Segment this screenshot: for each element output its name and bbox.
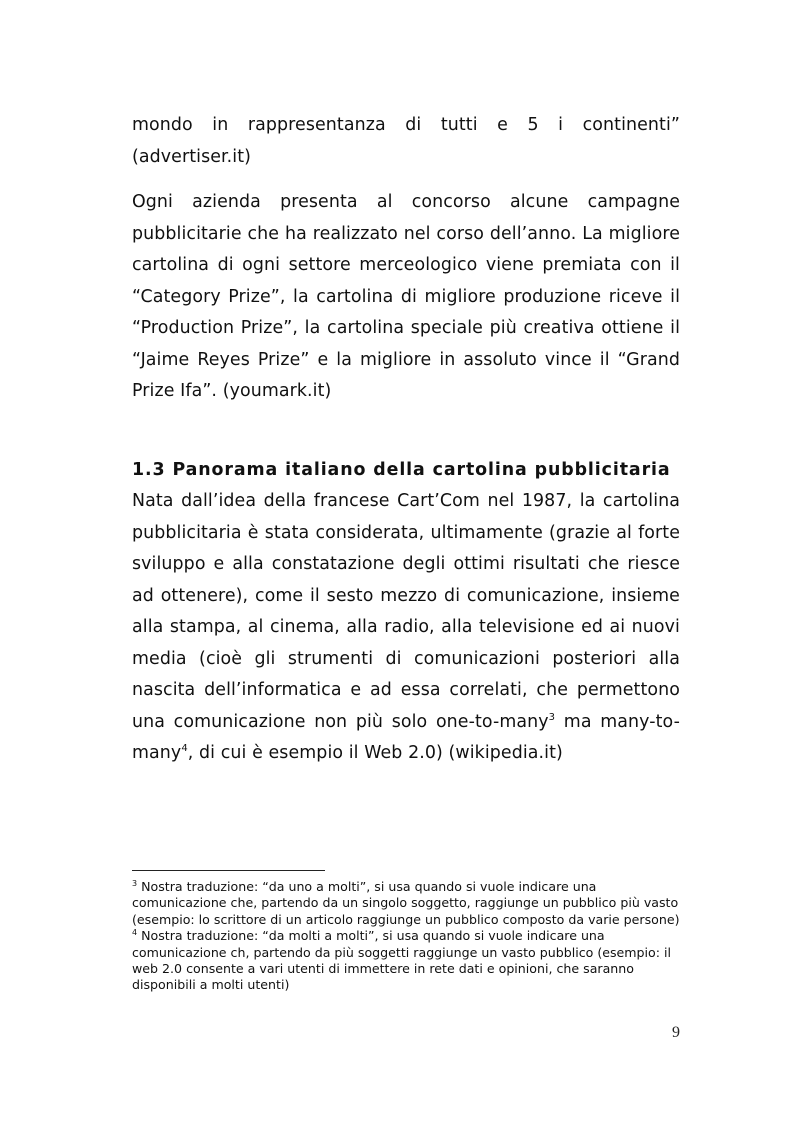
- footnote-text: Nostra traduzione: “da uno a molti”, si usa quando si vuole indicare una comunicazione che, partendo da un singolo soggetto, raggiunge un pubblico più vasto (esempio: lo scrittore di un articolo raggiunge un pubblico composto da varie persone): [132, 879, 680, 927]
- paragraph-continuation: mondo in rappresentanza di tutti e 5 i continenti” (advertiser.it): [132, 115, 680, 167]
- section-heading: 1.3 Panorama italiano della cartolina pubblicitaria: [132, 459, 671, 480]
- footnote-4: [132, 928, 680, 994]
- footnote-number: 3: [132, 878, 138, 888]
- footnote-text: Nostra traduzione: “da molti a molti”, si usa quando si vuole indicare una comunicazione ch, partendo da più soggetti raggiunge un vasto pubblico (esempio: il web 2.0 consente a vari utenti di immettere in rete dati e opinioni, che saranno disponibili a molti utenti): [132, 928, 672, 993]
- paragraph-panorama-text-c: , di cui è esempio il Web 2.0) (wikipedia.it): [187, 743, 563, 763]
- page-body: [132, 110, 680, 770]
- footnote-ref-3[interactable]: 3: [548, 711, 556, 723]
- footnote-ref-4[interactable]: 4: [181, 743, 188, 755]
- footnote-3: [132, 879, 680, 928]
- footnotes: [132, 879, 680, 994]
- paragraph-concorso: Ogni azienda presenta al concorso alcune campagne pubblicitarie che ha realizzato nel corso dell’anno. La migliore cartolina di ogni settore merceologico viene premiata con il “Category Prize”, la cartolina di migliore produzione riceve il “Production Prize”, la cartolina speciale più creativa ottiene il “Jaime Reyes Prize” e la migliore in assoluto vince il “Grand Prize Ifa”. (youmark.it): [132, 192, 680, 401]
- page-number: 9: [672, 1024, 680, 1041]
- paragraph-panorama-text-b: ma many-to-many: [132, 711, 680, 763]
- paragraph-panorama: [132, 486, 680, 770]
- footnote-separator: [132, 870, 325, 871]
- footnote-number: 4: [132, 928, 138, 938]
- paragraph-panorama-text-a: Nata dall’idea della francese Cart’Com nel 1987, la cartolina pubblicitaria è stata considerata, ultimamente (grazie al forte sviluppo e alla constatazione degli ottimi risultati che riesce ad ottenere), come il sesto mezzo di comunicazione, insieme alla stampa, al cinema, alla radio, alla televisione ed ai nuovi media (cioè gli strumenti di comunicazioni posteriori alla nascita dell’informatica e ad essa correlati, che permettono una comunicazione non più solo one-to-many: [132, 491, 680, 732]
